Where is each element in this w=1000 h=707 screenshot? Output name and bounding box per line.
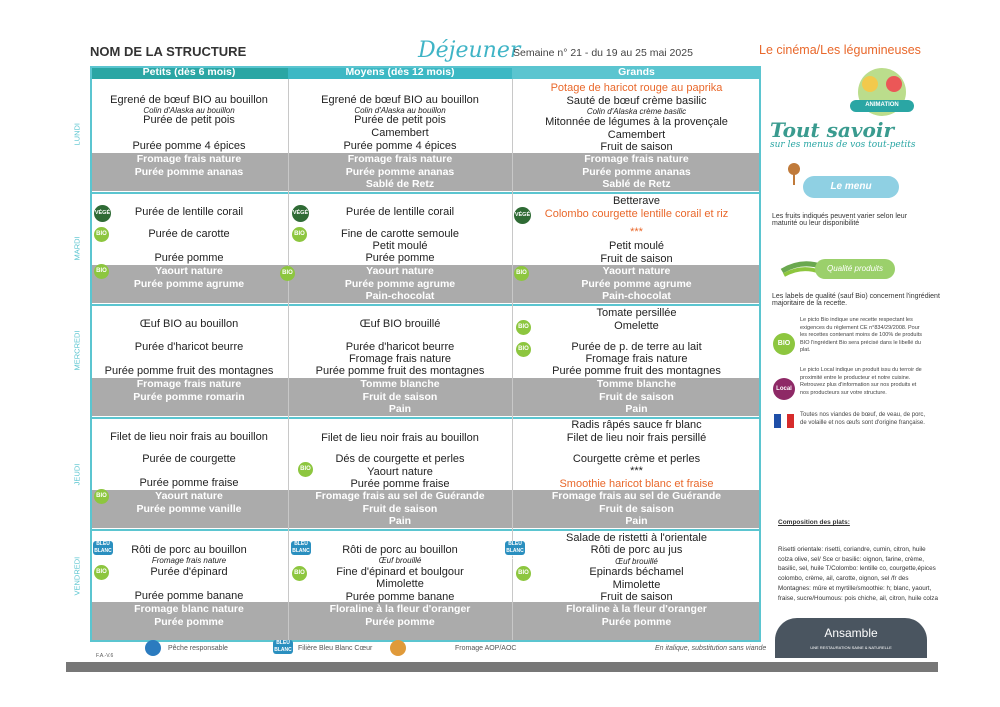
dish: Purée d'haricot beurre <box>134 341 244 353</box>
dish: Purée pomme <box>154 252 224 264</box>
bottom-bar <box>66 662 938 672</box>
dish: Purée de lentille corail <box>345 206 455 218</box>
labels-note: Les labels de qualité (sauf Bio) concernent l'ingrédient majoritaire de la recette. <box>772 293 940 307</box>
day-mardi: MARDI <box>72 236 82 261</box>
bio-icon: BIO <box>516 566 531 581</box>
column-header-moyens: Moyens (dès 12 mois) <box>288 66 512 79</box>
vege-icon: VÉGÉ <box>514 207 531 224</box>
dish: Tomate persillée <box>596 307 677 319</box>
bio-icon: BIO <box>94 227 109 242</box>
bleu-blanc-coeur-icon: BLEU BLANC CŒUR <box>292 541 310 561</box>
dish: Fine de carotte semoule <box>340 228 459 240</box>
dish: Sauté de bœuf crème basilic <box>566 95 707 107</box>
dish: *** <box>630 226 643 238</box>
dish: Courgette crème et perles <box>572 453 701 465</box>
fruits-note: Les fruits indiqués peuvent varier selon leur maturité ou leur disponibilité <box>772 213 908 227</box>
week-label: Semaine n° 21 - du 19 au 25 mai 2025 <box>513 47 693 59</box>
dish: Smoothie haricot blanc et fraise <box>559 478 714 490</box>
dish: Salade de ristetti à l'orientale <box>566 532 707 544</box>
bio-icon: BIO <box>280 266 295 281</box>
le-menu-banner: Le menu <box>803 176 899 198</box>
column-header-grands: Grands <box>512 66 761 79</box>
dish: Camembert <box>371 127 429 139</box>
dish: Rôti de porc au bouillon <box>342 544 458 556</box>
composition-text: Risetti orientale: risetti, coriandre, cumin, citron, huile colza olive, sel/ Sce cr basilic: oignon, farine, crème, basilic, sel, huile T/Colombo: lentille co, courgette,épices colombo, crème, ail, carotte, oignon, sel /fr des Montagnes: mûre et myrtille/smoothie: h; blanc, yaourt, fraise, sucre/Houmous: pois chiche, ail, citron, huile colza <box>778 546 938 602</box>
dish-substitute: Fromage frais nature <box>151 556 227 565</box>
dish: Purée pomme fruit des montagnes <box>315 365 485 377</box>
fa-label: F.A.-V.6 <box>96 653 114 659</box>
french-flag-icon <box>774 414 794 428</box>
day-jeudi: JEUDI <box>72 463 82 486</box>
composition-title: Composition des plats: <box>778 519 850 526</box>
animation-illustration: ANIMATION <box>842 62 922 122</box>
theme-label: Le cinéma/Les légumineuses <box>759 43 921 57</box>
dish: Camembert <box>607 129 666 141</box>
viande-note: Toutes nos viandes de bœuf, de veau, de porc, de volaille et nos œufs sont d'origine française. <box>800 412 926 426</box>
dish: Purée pomme banane <box>345 591 455 603</box>
dish: Purée d'haricot beurre <box>345 341 455 353</box>
dish: Egrené de bœuf BIO au bouillon <box>110 94 268 106</box>
dish: Fruit de saison <box>600 253 673 265</box>
dish: Mimolette <box>376 578 424 590</box>
structure-name: NOM DE LA STRUCTURE <box>90 44 247 59</box>
dish: Purée pomme 4 épices <box>132 140 246 152</box>
bio-note: Le picto Bio indique une recette respectant les exigences du règlement CE n°834/29/2008. Pour les recettes contenant moins de 100% de produits BIO l'ingrédient Bio sera précisé dans le libellé du plat. <box>800 317 922 353</box>
bio-icon: BIO <box>94 264 109 279</box>
meal-title: Déjeuner <box>418 38 521 63</box>
dish: Dés de courgette et perles <box>335 453 465 465</box>
fish-icon <box>145 640 161 656</box>
bio-icon: BIO <box>516 342 531 357</box>
dish: Petit moulé <box>372 240 428 252</box>
dish: Fromage frais nature <box>348 353 452 365</box>
dish: Egrené de bœuf BIO au bouillon <box>321 94 479 106</box>
dish-substitute: Œuf brouillé <box>615 557 658 566</box>
dish: Rôti de porc au bouillon <box>131 544 247 556</box>
dish: Filet de lieu noir frais au bouillon <box>110 431 268 443</box>
dish: Potage de haricot rouge au paprika <box>550 82 723 94</box>
dish: Purée pomme fruit des montagnes <box>552 365 721 377</box>
dish: Purée de courgette <box>142 453 236 465</box>
dish: Purée pomme fraise <box>350 478 450 490</box>
dish: Betterave <box>612 195 661 207</box>
aop-icon <box>390 640 406 656</box>
dish: Purée de petit pois <box>143 114 235 126</box>
dish: Epinards béchamel <box>589 566 684 578</box>
dish: Purée de petit pois <box>354 114 446 126</box>
bio-icon: BIO <box>773 333 795 355</box>
ansamble-logo: Ansamble UNE RESTAURATION SAINE & NATURELLE <box>775 618 927 658</box>
bio-icon: BIO <box>514 266 529 281</box>
dish: Fruit de saison <box>600 141 673 153</box>
tout-savoir-subtitle: sur les menus de vos tout-petits <box>770 140 916 150</box>
day-mercredi: MERCREDI <box>72 330 82 371</box>
bleu-blanc-coeur-icon: BLEU BLANC CŒUR <box>94 541 112 561</box>
local-note: Le picto Local indique un produit issu du terroir de proximité entre le producteur et notre cuisine. Retrouvez plus d'information sur nos produits et nos producteurs sur votre structure. <box>800 367 922 396</box>
dish: Yaourt nature <box>367 466 433 478</box>
bio-icon: BIO <box>292 566 307 581</box>
dish: Petit moulé <box>608 240 665 252</box>
dish: Mitonnée de légumes à la provençale <box>545 116 728 128</box>
dish: Fine d'épinard et boulgour <box>336 566 464 578</box>
dish: Colombo courgette lentille corail et riz <box>544 208 729 220</box>
vege-icon: VÉGÉ <box>292 205 309 222</box>
day-vendredi: VENDREDI <box>72 556 82 596</box>
bio-icon: BIO <box>292 227 307 242</box>
dish: Radis râpés sauce fr blanc <box>571 419 702 431</box>
day-lundi: LUNDI <box>72 122 82 146</box>
aop-label: Fromage AOP/AOC <box>455 645 517 652</box>
tout-savoir-title: Tout savoir <box>770 118 894 142</box>
column-header-petits: Petits (dès 6 mois) <box>90 66 288 79</box>
bleu-blanc-coeur-icon: BLEU BLANC CŒUR <box>274 640 292 660</box>
bio-icon: BIO <box>94 565 109 580</box>
bio-icon: BIO <box>516 320 531 335</box>
dish: Purée d'épinard <box>150 566 228 578</box>
bbc-label: Filière Bleu Blanc Cœur <box>298 645 373 652</box>
dish-substitute: Œuf brouillé <box>378 556 422 565</box>
dish: Purée de p. de terre au lait <box>571 341 702 353</box>
dish: Rôti de porc au jus <box>590 544 683 556</box>
dish: Purée de carotte <box>148 228 230 240</box>
dish: Purée pomme 4 épices <box>343 140 457 152</box>
bio-icon: BIO <box>298 462 313 477</box>
dish-substitute: Colin d'Alaska crème basilic <box>586 107 687 116</box>
dish: Purée pomme fraise <box>139 477 239 489</box>
qualite-banner: Qualité produits <box>815 259 895 279</box>
italic-note: En italique, substitution sans viande <box>655 645 767 652</box>
dish: Purée pomme <box>365 252 435 264</box>
dish: Fromage frais nature <box>585 353 688 365</box>
dish-substitute: Colin d'Alaska au bouillon <box>143 106 235 115</box>
dish: Œuf BIO brouillé <box>359 318 441 330</box>
dish: Filet de lieu noir frais persillé <box>566 432 707 444</box>
bio-icon: BIO <box>94 489 109 504</box>
dish: Œuf BIO au bouillon <box>139 318 239 330</box>
local-icon: Local <box>773 378 795 400</box>
dish: Purée pomme banane <box>134 590 244 602</box>
peche-label: Pêche responsable <box>168 645 228 652</box>
dish: Purée de lentille corail <box>134 206 244 218</box>
dish: Mimolette <box>612 579 661 591</box>
dish: Filet de lieu noir frais au bouillon <box>321 432 479 444</box>
dish: Omelette <box>614 320 659 332</box>
spoon-icon <box>786 163 802 185</box>
bleu-blanc-coeur-icon: BLEU BLANC CŒUR <box>506 541 524 561</box>
dish: Purée pomme fruit des montagnes <box>104 365 274 377</box>
dish: Fruit de saison <box>600 591 673 603</box>
dish: *** <box>630 465 643 477</box>
vege-icon: VÉGÉ <box>94 205 111 222</box>
dish-substitute: Colin d'Alaska au bouillon <box>354 106 446 115</box>
